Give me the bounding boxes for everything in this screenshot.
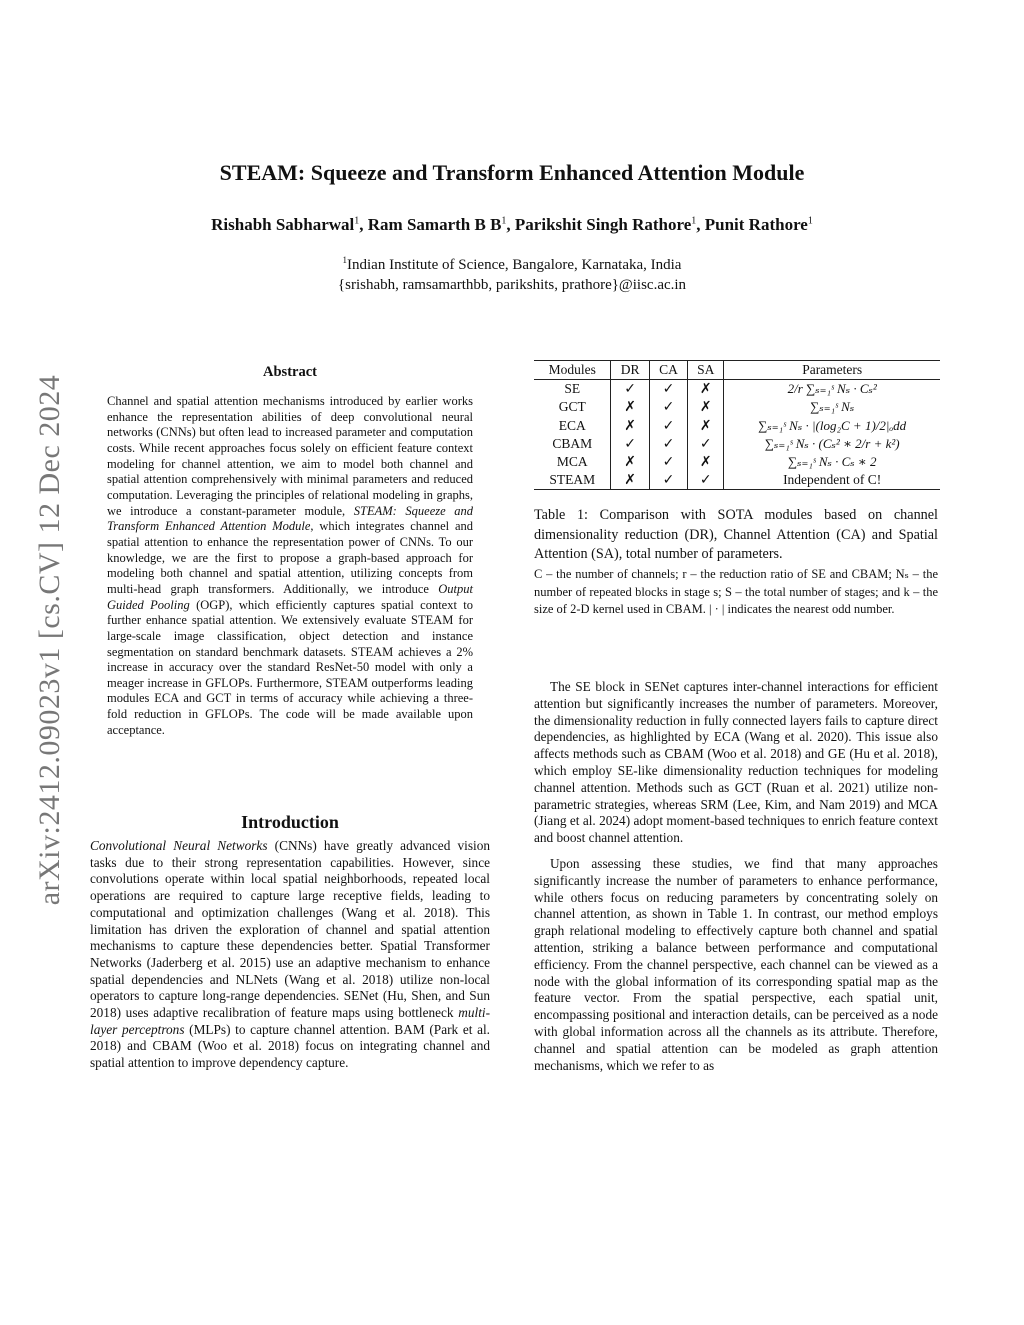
check-mark-icon: ✓ [649, 398, 687, 416]
author-affil-mark: 1 [501, 215, 507, 227]
table-row [534, 398, 940, 416]
comparison-table [534, 360, 940, 490]
cross-mark-icon: ✗ [688, 398, 724, 416]
affiliation-block [0, 250, 1024, 295]
author-name: Ram Samarth B B [367, 215, 502, 234]
check-mark-icon: ✓ [649, 417, 687, 435]
check-mark-icon: ✓ [649, 453, 687, 471]
author-affil-mark: 1 [807, 215, 813, 227]
module-cell: MCA [534, 453, 611, 471]
table-header-row [534, 361, 940, 380]
affiliation-mark: 1 [342, 255, 348, 265]
table-header-cell: SA [688, 361, 724, 380]
abstract-text [107, 394, 473, 738]
abstract-emphasis: STEAM: Squeeze and Transform Enhanced Attention Module [107, 503, 474, 534]
author-affil-mark: 1 [691, 215, 697, 227]
check-mark-icon: ✓ [611, 380, 649, 399]
author-list: Rishabh Sabharwal$^1$, Ram Samarth B $B^1$, Parikshit Singh Rathore$^1$, Punit Rathore$^1$ [211, 215, 813, 234]
cross-mark-icon: ✗ [688, 453, 724, 471]
table-note: C – the number of channels; r – the reduction ratio of SE and CBAM; Nₛ – the number of repeated blocks in stage s; S – the total number of stages; and k – the size of 2-D kernel used in CBAM. | · | indicates the nearest odd number. [534, 567, 938, 616]
body-paragraph: Upon assessing these studies, we find that many approaches significantly increase the number of parameters to enhance performance, while others focus on reducing parameters by concentrating solely on channel attention, as shown in Table 1. In contrast, our method employs graph relational modeling to effectively capture both channel and spatial attention, striking a balance between performance and computational efficiency. From the channel perspective, each channel can be viewed as a node with the global information of its corresponding spatial map as the feature vector. From the spatial perspective, each spatial unit, encompassing positional and interaction details, can be perceived as a node with global information across all the channels as its attribute. Therefore, channel and spatial attention can be modeled as graph attention mechanisms, which we refer to as [534, 855, 938, 1073]
abstract-emphasis: Output Guided Pooling [107, 581, 473, 612]
table-caption: Table 1: Comparison with SOTA modules based on channel dimensionality reduction (DR), Channel Attention (CA) and Spatial Attention (SA), total number of parameters. [534, 507, 938, 562]
arxiv-identifier[interactable]: arXiv:2412.09023v1 [cs.CV] 12 Dec 2024 [33, 374, 66, 906]
check-mark-icon: ✓ [649, 435, 687, 453]
author-name: Punit Rathore [704, 215, 808, 234]
abstract-part: Channel and spatial attention mechanisms introduced by earlier works enhance the representation abilities of deep convolutional neural networks (CNNs) but often lead to increased parameter and computation costs. While recent approaches focus solely on efficient feature context modeling for channel attention, we aim to model both channel and spatial attention comprehensively with minimal parameters and reduced computation. Leveraging the principles of relational modeling in graphs, we introduce a constant-parameter module, [107, 394, 473, 518]
module-cell: STEAM [534, 471, 611, 490]
parameters-cell: 2/r ∑ₛ₌₁ˢ Nₛ · Cₛ² [787, 381, 877, 397]
intro-emphasis: multi-layer perceptrons [90, 1005, 491, 1037]
table-header-cell: Parameters [724, 361, 940, 380]
check-mark-icon: ✓ [611, 435, 649, 453]
cross-mark-icon: ✗ [611, 453, 649, 471]
module-cell: GCT [534, 398, 611, 416]
parameters-cell: ∑ₛ₌₁ˢ Nₛ · (Cₛ² ∗ 2/r + k²) [764, 435, 900, 451]
cross-mark-icon: ✗ [688, 380, 724, 399]
affiliation-text: Indian Institute of Science, Bangalore, Karnataka, India [347, 257, 682, 273]
table-row [534, 471, 940, 490]
module-cell: ECA [534, 417, 611, 435]
check-mark-icon: ✓ [649, 471, 687, 490]
check-mark-icon: ✓ [649, 380, 687, 399]
author-name: Rishabh Sabharwal [211, 215, 355, 234]
check-mark-icon: ✓ [688, 471, 724, 490]
module-cell: CBAM [534, 435, 611, 453]
table-row [534, 380, 940, 399]
intro-emphasis: Convolutional Neural Networks [90, 838, 268, 853]
cross-mark-icon: ✗ [688, 417, 724, 435]
cross-mark-icon: ✗ [611, 417, 649, 435]
abstract-part: , which integrates channel and spatial attention to enhance the representation power of CNNs. To our knowledge, we are the first to propose a graph-based approach for modeling both channel and spatial attention, utilizing concepts from multi-head graph transformers. Additionally, we introduce [107, 519, 473, 596]
intro-part: (MLPs) to capture channel attention. BAM (Park et al. 2018) and CBAM (Woo et al. 2018) focus on integrating channel and spatial attention to improve dependency capture. [90, 1021, 490, 1071]
check-mark-icon: ✓ [688, 435, 724, 453]
parameters-cell: ∑ₛ₌₁ˢ Nₛ · Cₛ ∗ 2 [787, 454, 877, 470]
abstract-part: (OGP), which efficiently captures spatial context to further enhance spatial attention. We extensively evaluate STEAM for large-scale image classification, object detection and instance segmentation on standard benchmark datasets. STEAM achieves a 2% increase in accuracy over the standard ResNet-50 model with only a meager increase in GFLOPs. Furthermore, STEAM outperforms leading modules ECA and GCT in terms of accuracy while achieving a three-fold reduction in GFLOPs. The code will be made available upon acceptance. [107, 597, 473, 737]
author-name: Parikshit Singh Rathore [514, 215, 692, 234]
author-affil-mark: 1 [354, 215, 360, 227]
table-row [534, 417, 940, 435]
intro-part: (CNNs) have greatly advanced vision tasks due to their strong representation capabilities. However, since convolutions operate within local spatial neighborhoods, repeated local operations are required to capture large receptive fields, leading to computational and optimization challenges (Wang et al. 2018). This limitation has driven the exploration of channel and spatial attention mechanisms to capture these dependencies better. Spatial Transformer Networks (Jaderberg et al. 2015) use an adaptive mechanism to enhance spatial dependencies and NLNets (Wang et al. 2018) utilize non-local operators to capture long-range dependencies. SENet (Hu, Shen, and Sun 2018) uses adaptive recalibration of feature maps using bottleneck [90, 838, 490, 1021]
cross-mark-icon: ✗ [611, 471, 649, 490]
cross-mark-icon: ✗ [611, 398, 649, 416]
body-paragraph: The SE block in SENet captures inter-channel interactions for efficient attention but significantly increases the number of parameters. Moreover, the dimensionality reduction in fully connected layers fails to capture direct dependencies, as highlighted by ECA (Wang et al. 2020). This issue also affects methods such as CBAM (Woo et al. 2018) and GE (Hu et al. 2018), which employ SE-like dimensionality reduction techniques for modeling channel attention. Methods such as GCT (Ruan et al. 2021) utilize non-parametric strategies, whereas SRM (Lee, Kim, and Nam 2019) and MCA (Jiang et al. 2024) adopt moment-based techniques to enrich feature context and boost channel attention. [534, 679, 938, 846]
introduction-heading: Introduction [241, 812, 339, 832]
parameters-cell: ∑ₛ₌₁ˢ Nₛ · |(log₂C + 1)/2|ₒdd [758, 417, 907, 433]
author-emails: {srishabh, ramsamarthbb, parikshits, prathore}@iisc.ac.in [337, 277, 687, 293]
right-column-body [534, 679, 938, 1074]
table-row [534, 453, 940, 471]
parameters-cell: ∑ₛ₌₁ˢ Nₛ [810, 399, 855, 415]
introduction-text [90, 838, 490, 1072]
table-header-cell: Modules [534, 361, 611, 380]
parameters-cell: Independent of C! [724, 471, 940, 490]
abstract-heading: Abstract [263, 364, 317, 380]
paper-title: STEAM: Squeeze and Transform Enhanced Attention Module [219, 160, 805, 185]
module-cell: SE [534, 380, 611, 399]
table-header-cell: DR [611, 361, 649, 380]
table-row [534, 435, 940, 453]
table-header-cell: CA [649, 361, 687, 380]
